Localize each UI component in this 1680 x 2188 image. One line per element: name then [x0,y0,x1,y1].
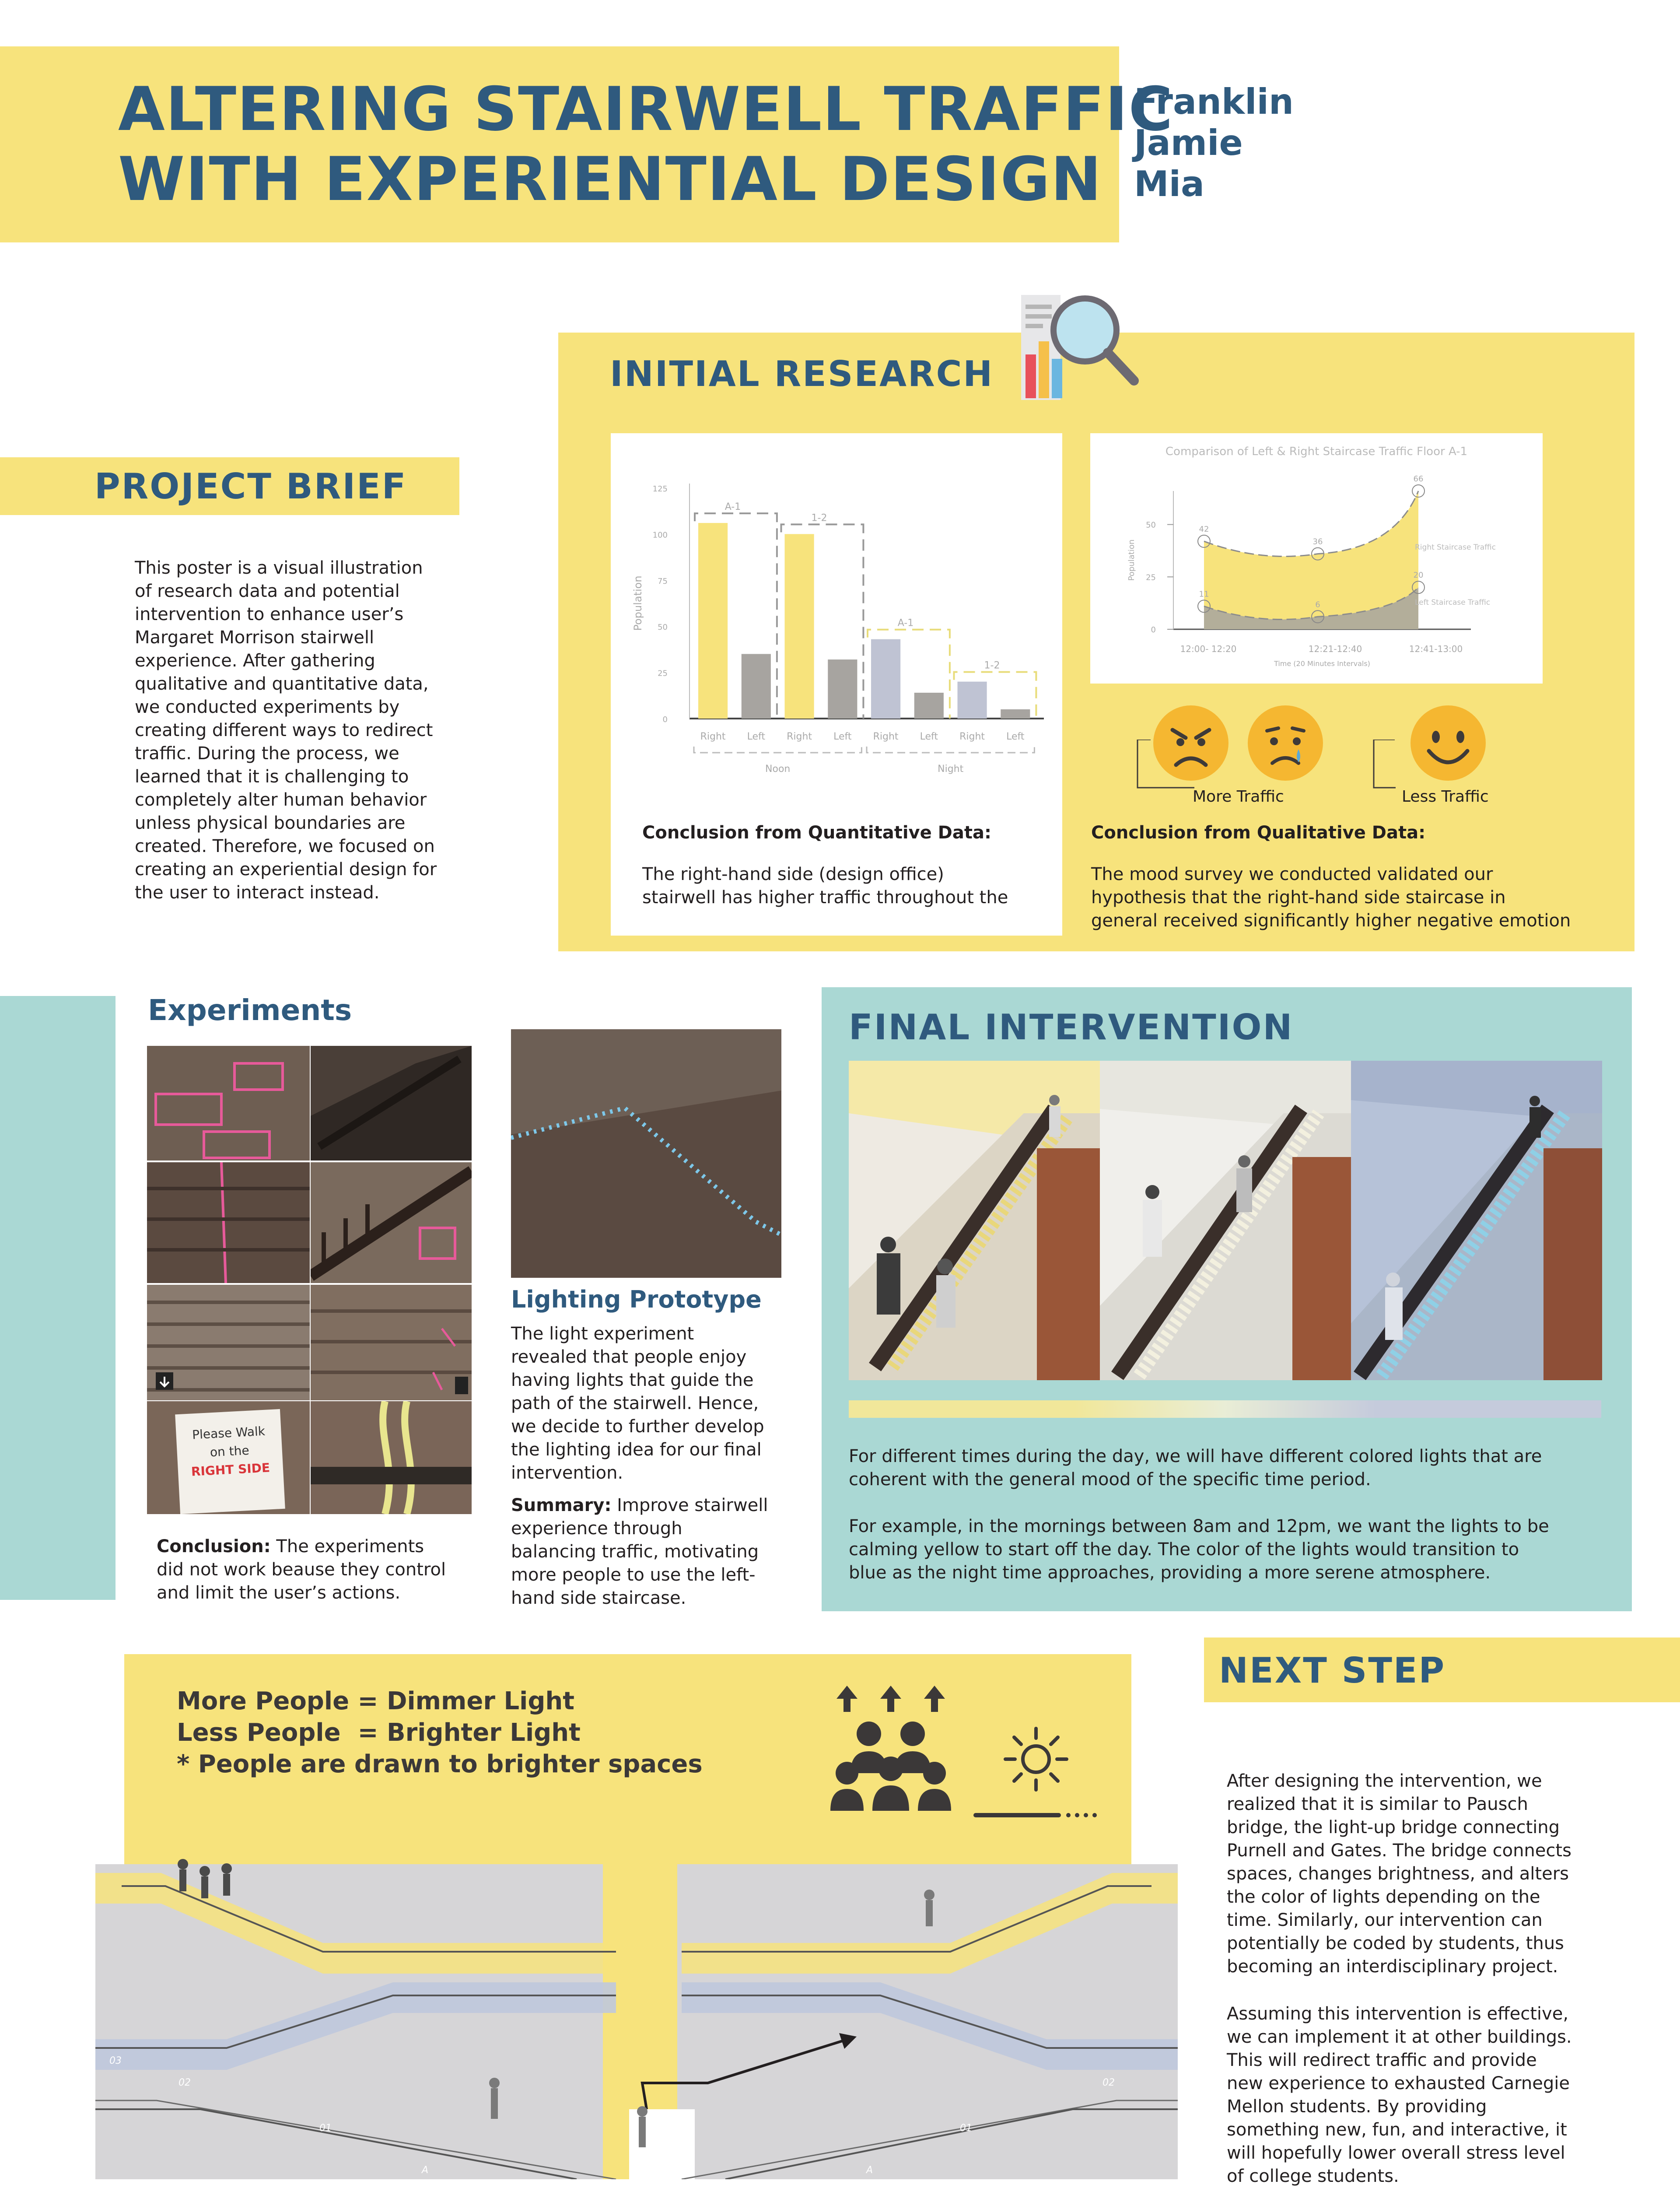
floor-label: A [866,2165,873,2176]
exp-conclusion-line [157,1535,446,1558]
brief-line: creating an experiential design for [135,859,437,880]
next-step-line: Mellon students. By providing [1227,2097,1487,2117]
less-traffic-label: Less Traffic [1402,788,1489,806]
brief-line: traffic. During the process, we [135,743,399,764]
project-brief-text [135,557,485,905]
next-step-text-1 [1227,1770,1572,1978]
quant-line: The right-hand side (design office) [642,864,944,884]
qual-line: general received significantly higher negative emotion [1091,911,1571,931]
final-line: For example, in the mornings between 8am and 12pm, we want the lights to be [849,1516,1549,1536]
summary-line-text: Improve stairwell [617,1495,768,1515]
brief-line: intervention to enhance user’s [135,604,404,624]
exp-conclusion-line [157,1581,446,1605]
lighting-line: intervention. [511,1463,623,1483]
x-tick-label: Left [920,731,938,742]
lighting-line: having lights that guide the [511,1370,754,1390]
title-line-1: ALTERING STAIRWELL TRAFFIC [118,74,1174,144]
floor-label: A [422,2165,429,2176]
traffic-area-chart [1090,433,1543,684]
y-axis-label: Population [1127,539,1136,581]
point-label: 6 [1315,600,1320,610]
experiments-conclusion [157,1535,446,1605]
brief-line: unless physical boundaries are [135,813,406,833]
bar [742,654,771,719]
y-tick-label: 50 [658,623,668,632]
brief-line: This poster is a visual illustration [135,558,423,578]
final-line: coherent with the general mood of the specific time period. [849,1469,1371,1490]
rule-less-people: Less People = Brighter Light [177,1718,581,1747]
initial-research-heading: INITIAL RESEARCH [610,354,994,394]
qual-line: hypothesis that the right-hand side staircase in [1091,887,1506,908]
lighting-line: we decide to further develop [511,1417,764,1437]
x-tick-label: 12:21-12:40 [1308,644,1362,654]
lighting-prototype-heading: Lighting Prototype [511,1286,762,1313]
y-tick-label: 125 [652,484,668,494]
brief-line: we conducted experiments by [135,697,400,717]
summary-line-text: more people to use the left- [511,1565,756,1585]
intervention-render-morning [849,1061,1100,1380]
exp-conclusion-line-label: Conclusion: [157,1536,271,1557]
next-step-line: time. Similarly, our intervention can [1227,1910,1543,1930]
exp-conclusion-line-text: did not work beause they control [157,1560,446,1580]
traffic-bar-chart [611,433,1062,796]
exp-conclusion-line [157,1558,446,1581]
experiment-photo-pink-marks [311,1285,472,1400]
bracket-label: 1-2 [811,512,827,524]
final-intervention-heading: FINAL INTERVENTION [849,1007,1294,1048]
time-color-gradient-bar [849,1400,1601,1418]
experiment-photo-yellow-lines [311,1401,472,1514]
next-step-line: becoming an interdisciplinary project. [1227,1957,1558,1977]
summary-line-text: balancing traffic, motivating [511,1542,759,1562]
quant-line: stairwell has higher traffic throughout the [642,887,1008,908]
summary-line-text: experience through [511,1518,682,1539]
y-axis-label: Population [632,575,644,631]
y-tick-label: 100 [652,530,668,540]
summary-line [511,1517,768,1540]
author-list [1134,81,1294,205]
next-step-line: we can implement it at other buildings. [1227,2027,1572,2047]
lighting-summary [511,1494,768,1610]
bar [698,523,728,719]
stairwell-section-diagram [95,1855,1178,2179]
chart-title: Comparison of Left & Right Staircase Traffic Floor A-1 [1165,445,1468,458]
x-tick-label: Left [1006,731,1025,742]
experiment-photo-center-line [147,1162,310,1283]
floor-label: 02 [178,2077,191,2088]
brief-line: completely alter human behavior [135,790,427,810]
next-step-text-2 [1227,2002,1572,2188]
next-step-line: This will redirect traffic and provide [1227,2050,1537,2070]
exp-conclusion-line-text: and limit the user’s actions. [157,1583,401,1603]
y-tick-label: 50 [1146,520,1156,530]
point-label: 42 [1199,524,1209,534]
brief-line: learned that it is challenging to [135,767,409,787]
qual-line: The mood survey we conducted validated our [1091,864,1493,884]
author-name: Franklin [1134,81,1294,122]
x-tick-label: Right [700,731,726,742]
floor-label: 02 [1102,2077,1115,2088]
brief-line: of research data and potential [135,581,400,601]
project-brief-heading: PROJECT BRIEF [94,466,407,507]
final-intervention-text-2 [849,1515,1549,1585]
intervention-render-afternoon [1100,1061,1351,1380]
next-step-line: realized that it is similar to Pausch [1227,1794,1528,1814]
floor-label: 01 [319,2123,332,2134]
experiment-photo-long-stairs [147,1285,310,1400]
next-step-line: something new, fun, and interactive, it [1227,2120,1567,2140]
sign-line: Please Walk [192,1424,266,1442]
sun-brightness-icon [971,1711,1102,1820]
y-tick-label: 25 [658,669,668,678]
bar [871,639,900,719]
lighting-line: path of the stairwell. Hence, [511,1393,759,1413]
bar [958,682,987,719]
lighting-line: The light experiment [511,1324,694,1344]
brief-line: the user to interact instead. [135,883,380,903]
summary-line-label: Summary: [511,1495,612,1515]
qual-conclusion-heading: Conclusion from Qualitative Data: [1091,823,1426,843]
x-tick-label: Right [787,731,812,742]
exp-conclusion-line-text: The experiments [276,1536,424,1557]
next-step-line: will hopefully lower overall stress level [1227,2143,1565,2163]
brief-line: qualitative and quantitative data, [135,674,429,694]
next-step-line: Purnell and Gates. The bridge connects [1227,1841,1572,1861]
next-step-line: the color of lights depending on the [1227,1887,1540,1907]
x-tick-label: Left [747,731,766,742]
group-label: Night [938,764,964,775]
y-tick-label: 0 [1151,625,1156,635]
summary-line [511,1587,768,1610]
brief-line: Margaret Morrison stairwell [135,628,374,648]
next-step-line: After designing the intervention, we [1227,1771,1542,1791]
group-label: Noon [765,764,791,775]
lighting-prototype-photo [511,1029,781,1278]
x-axis-label: Time (20 Minutes Intervals) [1274,659,1370,668]
quant-conclusion-heading: Conclusion from Quantitative Data: [642,823,991,843]
point-label: 20 [1413,571,1424,580]
final-line: calming yellow to start off the day. The color of the lights would transition to [849,1539,1519,1560]
left-teal-strip [0,996,116,1600]
point-label: 11 [1199,589,1209,599]
rule-more-people: More People = Dimmer Light [177,1687,575,1715]
experiment-photo-stairs-1 [311,1046,472,1161]
next-step-heading: NEXT STEP [1219,1650,1446,1691]
experiment-photo-sign [147,1401,310,1514]
bar [828,659,857,719]
bracket-label: A-1 [897,617,914,629]
experiment-photo-railing [311,1162,472,1283]
point-label: 36 [1312,537,1323,547]
sign-line: on the [210,1443,250,1460]
x-tick-label: 12:00- 12:20 [1180,644,1237,654]
group-bracket [694,747,861,753]
point-label: 66 [1413,474,1424,484]
poster-title [118,74,1174,214]
more-traffic-label: More Traffic [1193,788,1284,806]
next-step-line: Assuming this intervention is effective, [1227,2004,1569,2024]
bar [914,693,944,719]
sign-line-emphasis: RIGHT SIDE [191,1460,270,1479]
bar [785,534,814,719]
intervention-render-night [1351,1061,1602,1380]
quant-conclusion-text [642,863,1008,909]
bracket-label: A-1 [724,501,741,513]
lighting-prototype-text [511,1322,764,1485]
brief-line: experience. After gathering [135,651,375,671]
bar [1001,709,1030,719]
summary-line [511,1564,768,1587]
light-rules [177,1686,703,1780]
final-intervention-text-1 [849,1445,1542,1491]
summary-line [511,1494,768,1517]
crowd-icon [830,1686,952,1813]
summary-line-text: hand side staircase. [511,1588,686,1608]
group-bracket [867,747,1034,753]
x-tick-label: 12:41-13:00 [1409,644,1463,654]
rule-brighter-spaces: * People are drawn to brighter spaces [177,1750,703,1778]
title-line-2: WITH EXPERIENTIAL DESIGN [118,144,1102,214]
summary-line [511,1540,768,1564]
final-line: blue as the night time approaches, providing a more serene atmosphere. [849,1563,1491,1583]
bracket-label: 1-2 [984,660,1000,671]
next-step-line: new experience to exhausted Carnegie [1227,2073,1570,2093]
x-tick-label: Right [873,731,899,742]
next-step-line: spaces, changes brightness, and alters [1227,1864,1569,1884]
next-step-line: bridge, the light-up bridge connecting [1227,1817,1560,1837]
lighting-line: revealed that people enjoy [511,1347,747,1367]
y-tick-label: 75 [658,576,668,586]
brief-line: creating different ways to redirect [135,720,433,740]
qual-conclusion-text [1091,863,1571,933]
research-magnifier-icon [1019,289,1142,403]
series-label: Right Staircase Traffic [1415,543,1496,552]
floor-label: 03 [109,2055,122,2066]
floor-label: 01 [960,2123,972,2134]
author-name: Mia [1134,164,1205,204]
author-name: Jamie [1134,123,1243,163]
series-label: Left Staircase Traffic [1415,598,1491,607]
y-tick-label: 0 [662,715,668,724]
final-line: For different times during the day, we will have different colored lights that are [849,1446,1542,1466]
next-step-line: potentially be coded by students, thus [1227,1933,1564,1953]
brief-line: created. Therefore, we focused on [135,836,435,856]
experiment-photo-tape-boxes [147,1046,310,1161]
next-step-line: of college students. [1227,2166,1399,2186]
x-tick-label: Right [959,731,985,742]
x-tick-label: Left [833,731,852,742]
y-tick-label: 25 [1146,573,1156,582]
please-walk-sign [175,1409,285,1514]
experiments-heading: Experiments [148,993,352,1027]
lighting-line: the lighting idea for our final [511,1440,762,1460]
